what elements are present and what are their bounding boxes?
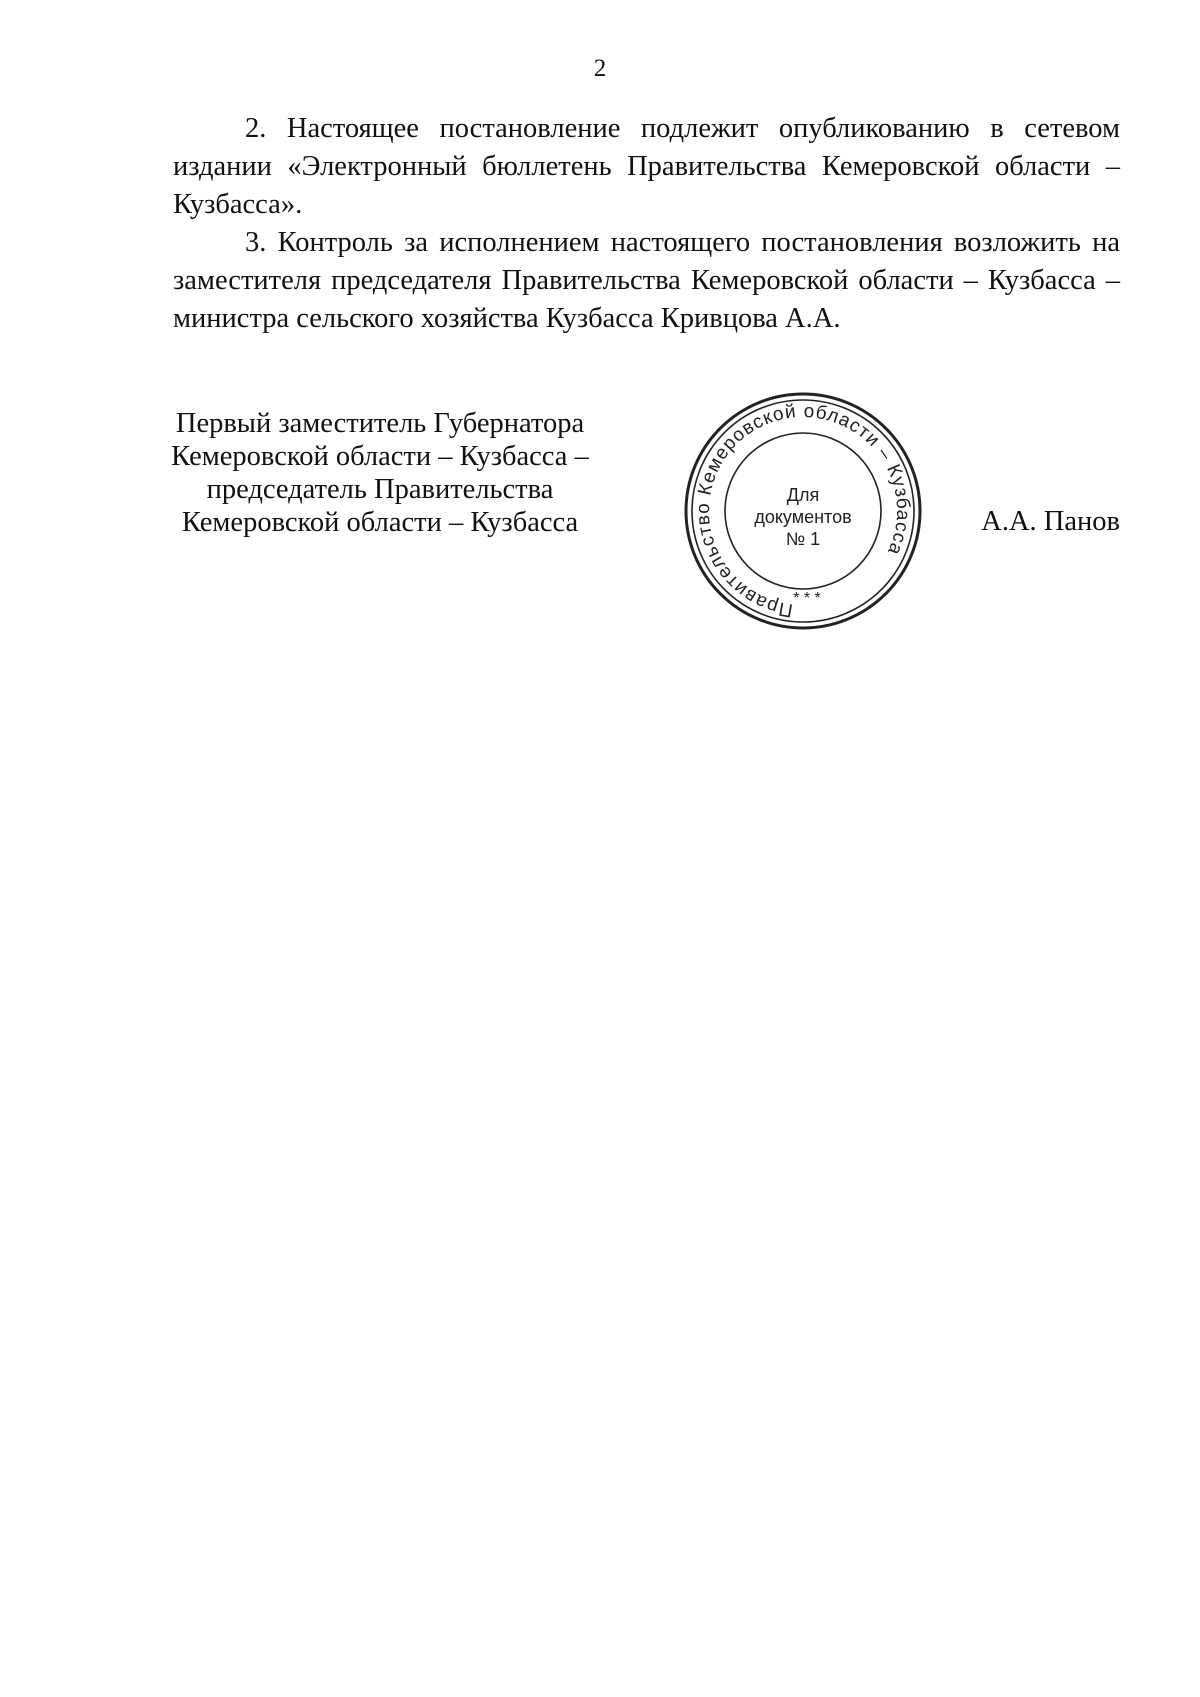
document-body (173, 110, 1120, 338)
signer-position-line: председатель Правительства (206, 474, 554, 505)
signer-position-line: Кемеровской области – Кузбасса (181, 507, 579, 538)
seal-center-line: документов (754, 507, 852, 527)
signer-position-line: Кемеровской области – Кузбасса – (171, 441, 589, 472)
paragraph-3: 3. Контроль за исполнением настоящего постановления возложить на заместителя председателя Правительства Кемеровской области – Кузбасса – министра сельского хозяйства Кузбасса Кривцова А.А. (173, 227, 1120, 334)
seal-stars: * * * (793, 590, 821, 607)
paragraph-2: 2. Настоящее постановление подлежит опубликованию в сетевом издании «Электронный бюллетень Правительства Кемеровской области – Кузбасса». (173, 113, 1120, 220)
seal-ring-text-path: Правительство Кемеровской области – Кузбасса (692, 400, 914, 621)
official-seal-graphic (683, 391, 923, 631)
seal-center-line: № 1 (785, 529, 821, 549)
signer-name: А.А. Панов (981, 506, 1120, 537)
page-number: 2 (593, 55, 607, 82)
official-seal (683, 391, 923, 631)
seal-center-line: Для (786, 485, 820, 505)
signer-position-line: Первый заместитель Губернатора (175, 408, 585, 439)
signer-position (150, 407, 610, 539)
